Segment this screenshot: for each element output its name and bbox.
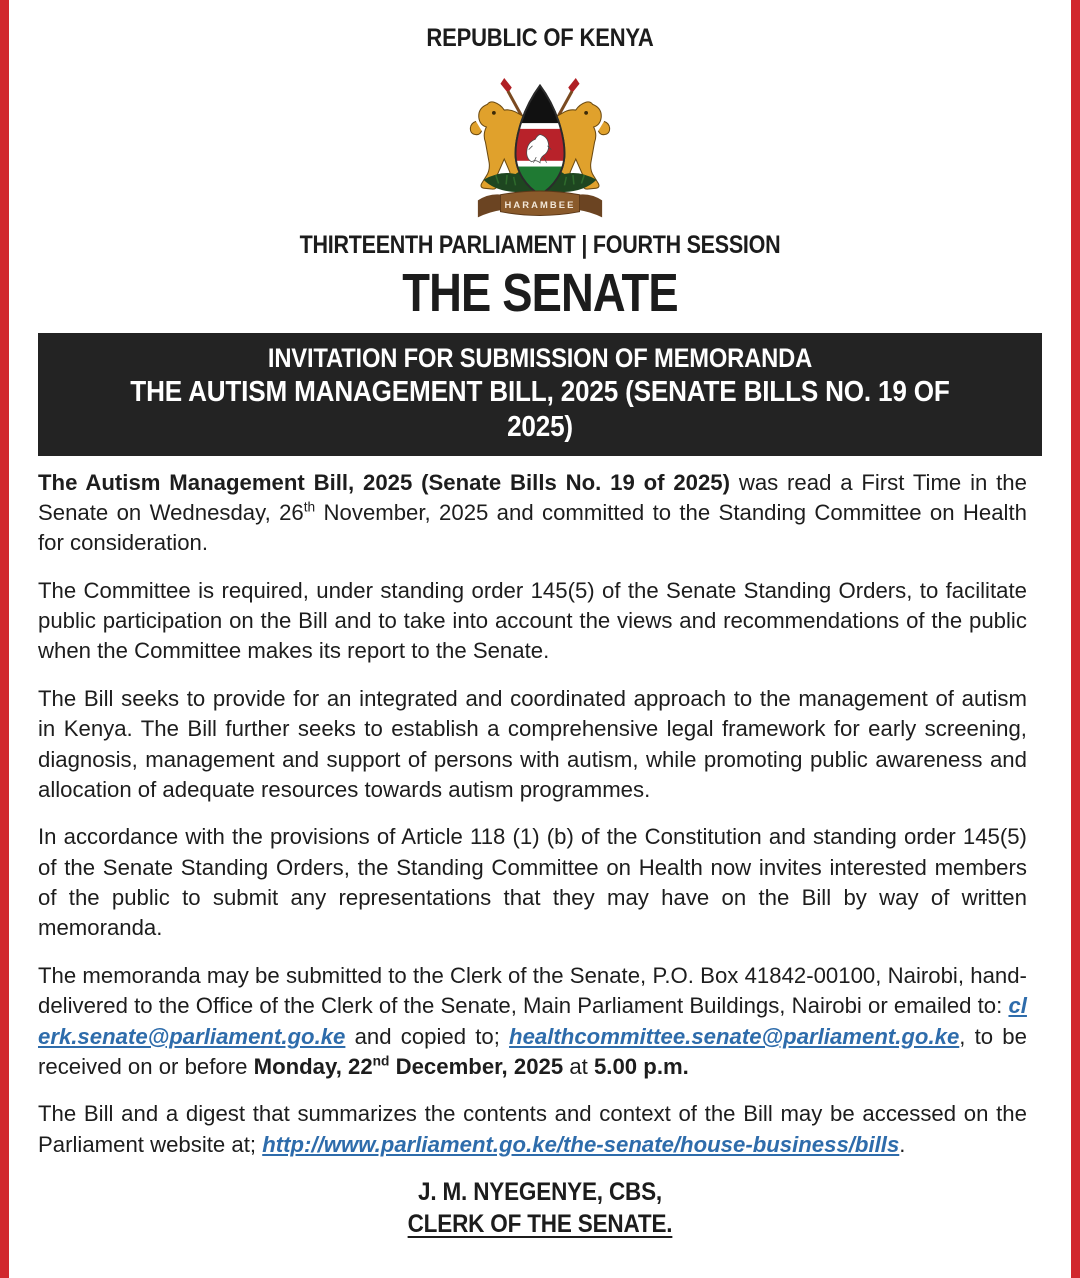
health-committee-email-link[interactable]: healthcommittee.senate@parliament.go.ke [509, 1023, 960, 1049]
body-copy [38, 456, 1042, 1161]
paragraph-invitation: In accordance with the provisions of Article 118 (1) (b) of the Constitution and standing order 145(5) of the Senate Standing Orders, the Standing Committee on Health now invites interested members of the public to submit any representations that they may have on the Bill by way of written memoranda. [38, 824, 1027, 941]
masthead [38, 0, 1042, 321]
p5-text-d: at [563, 1053, 594, 1079]
p6-text-a: The Bill and a digest that summarizes the contents and context of the Bill may be accessed on the Parliament website at; [38, 1101, 1027, 1157]
p5-text-c: , to be received on or before [38, 1023, 1027, 1079]
paragraph-public-participation: The Committee is required, under standing order 145(5) of the Senate Standing Orders, to facilitate public participation on the Bill and to take into account the views and recommendations of the public when the Committee makes its report to the Senate. [38, 577, 1027, 664]
deadline-date-rest: December, 2025 [389, 1053, 564, 1079]
paragraph-first-reading [38, 468, 1027, 559]
clerk-role-text: CLERK OF THE SENATE. [407, 1210, 673, 1239]
paragraph-website-access [38, 1099, 1027, 1160]
svg-text:HARAMBEE: HARAMBEE [504, 198, 576, 210]
left-red-rail [0, 0, 9, 1278]
right-red-rail [1071, 0, 1080, 1278]
notice-banner [38, 333, 1042, 456]
p5-text-b: and copied to; [345, 1023, 510, 1049]
p1-text-b: November, 2025 and committed to the Standing Committee on Health for consideration. [38, 499, 1027, 556]
page-content [38, 0, 1042, 1278]
clerk-role [88, 1210, 992, 1239]
republic-title: REPUBLIC OF KENYA [426, 24, 654, 52]
harambee-scroll [478, 191, 602, 217]
p6-text-b: . [899, 1131, 906, 1157]
deadline-ordinal: nd [372, 1052, 390, 1069]
paragraph-submission-details [38, 961, 1027, 1083]
deadline-date-lead: Monday, 22 [253, 1053, 373, 1079]
bill-name-bold: The Autism Management Bill, 2025 (Senate Bills No. 19 of 2025) [38, 469, 731, 495]
banner-line-invitation: INVITATION FOR SUBMISSION OF MEMORANDA [267, 343, 813, 374]
clerk-name: J. M. NYEGENYE, CBS, [418, 1178, 662, 1207]
parliament-session-line: THIRTEENTH PARLIAMENT | FOURTH SESSION [299, 231, 781, 259]
deadline-time: 5.00 p.m. [593, 1053, 689, 1079]
signature-block [38, 1160, 1042, 1239]
kenya-coat-of-arms-icon [445, 63, 635, 223]
parliament-website-link[interactable]: http://www.parliament.go.ke/the-senate/house-business/bills [262, 1131, 900, 1157]
p5-text-a: The memoranda may be submitted to the Clerk of the Senate, P.O. Box 41842-00100, Nairobi, hand-delivered to the Office of the Clerk of the Senate, Main Parliament Buildings, Nairobi or emailed to: [38, 962, 1027, 1019]
p1-ordinal: th [303, 498, 316, 515]
p1-text-a: was read a First Time in the Senate on Wednesday, 26 [38, 469, 1027, 525]
house-title: THE SENATE [402, 263, 678, 323]
paragraph-bill-purpose: The Bill seeks to provide for an integrated and coordinated approach to the management of autism in Kenya. The Bill further seeks to establish a comprehensive legal framework for early screening, diagnosis, management and support of persons with autism, while promoting public awareness and allocation of adequate resources towards autism programmes. [38, 685, 1027, 802]
clerk-email-link[interactable]: clerk.senate@parliament.go.ke [38, 993, 1027, 1049]
banner-line-bill-title: THE AUTISM MANAGEMENT BILL, 2025 (SENATE BILLS NO. 19 OF 2025) [130, 376, 950, 443]
